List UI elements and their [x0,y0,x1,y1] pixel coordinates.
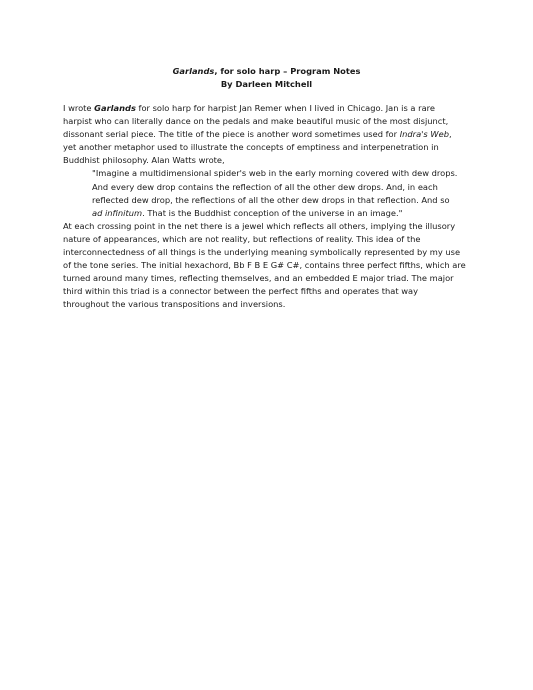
body-line [63,128,483,141]
quote-line: "Imagine a multidimensional spider's web in the early morning covered with dew drops. [92,168,458,179]
text-run: , [448,129,452,140]
ad-infinitum-term: ad infinitum [92,207,143,218]
body-line: interconnectedness of all things is the underlying meaning symbolically represented by my use [63,247,461,258]
work-title-inline: Garlands [94,103,136,113]
text-run: I wrote [63,103,95,113]
body-line: harpist who can literally dance on the pedals and make beautiful music of the most disjunct, [63,116,449,127]
body-line: turned around many times, reflecting themselves, and an embedded E major triad. The major [63,273,454,284]
work-title: Garlands [172,66,215,76]
title-rest: , for solo harp – Program Notes [214,66,361,76]
indras-web-term: Indra's Web [399,129,449,140]
text-run: dissonant serial piece. The title of the piece is another word sometimes used for [63,129,400,140]
text-run: for solo harp for harpist Jan Remer when I lived in Chicago. Jan is a rare [135,103,435,113]
byline: By Darleen Mitchell [220,79,313,89]
body-line: Buddhist philosophy. Alan Watts wrote, [63,155,225,166]
body-line: throughout the various transpositions and inversions. [63,299,286,310]
body-line: At each crossing point in the net there is a jewel which reflects all others, implying the illusory [63,220,456,231]
body-line: nature of appearances, which are not reality, but reflections of reality. This idea of the [63,233,421,244]
body-line [63,102,483,115]
quote-line: reflected dew drop, the reflections of all the other dew drops in that reflection. And so [92,194,450,205]
quote-line [63,207,483,220]
body-line: yet another metaphor used to illustrate the concepts of emptiness and interpenetration in [63,142,439,153]
text-run: . That is the Buddhist conception of the universe in an image." [142,207,403,218]
body-line: of the tone series. The initial hexachord, Bb F B E G# C#, contains three perfect fifths, which are [63,260,466,271]
title-block [0,65,533,91]
document-title [0,65,533,78]
program-notes-body [63,102,483,312]
quote-line: And every dew drop contains the reflection of all the other dew drops. And, in each [92,181,438,192]
body-line: third within this triad is a connector between the perfect fifths and operates that way [63,286,418,297]
